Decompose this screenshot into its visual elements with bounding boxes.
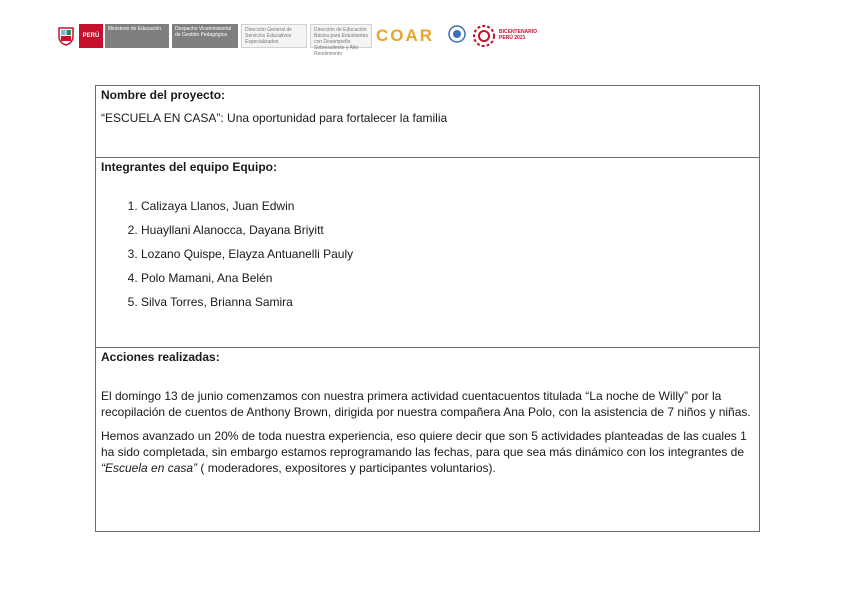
list-item: 3. Lozano Quispe, Elayza Antuanelli Pauly bbox=[141, 246, 754, 262]
team-label: Integrantes del equipo Equipo: bbox=[101, 160, 278, 174]
list-item: 5. Silva Torres, Brianna Samira bbox=[141, 294, 754, 310]
list-item: 2. Huayllani Alanocca, Dayana Briyitt bbox=[141, 222, 754, 238]
actions-cell bbox=[96, 348, 760, 532]
coar-logo: COAR bbox=[376, 26, 435, 45]
actions-row bbox=[96, 348, 760, 532]
direccion-general-label: Dirección General de Servicios Educativos Especializados bbox=[245, 27, 292, 45]
ministerio-logo bbox=[105, 24, 169, 48]
actions-paragraph-2-tail: ( moderadores, expositores y participantes voluntarios). bbox=[197, 461, 496, 475]
project-table bbox=[95, 85, 760, 532]
direccion-general-logo bbox=[241, 24, 307, 48]
project-name-label: Nombre del proyecto: bbox=[101, 88, 226, 102]
team-row bbox=[96, 158, 760, 348]
bicentenario-logo-icon bbox=[472, 24, 496, 48]
peru-coat-of-arms-icon bbox=[56, 26, 76, 46]
direccion-educacion-label: Dirección de Educación Básica para Estudiantes con Desempeño Sobresaliente y Alto Rendimiento bbox=[314, 27, 368, 57]
bicentenario-label: BICENTENARIO PERÚ 2021 bbox=[499, 29, 538, 41]
actions-label: Acciones realizadas: bbox=[101, 350, 220, 364]
despacho-logo bbox=[172, 24, 238, 48]
actions-paragraph-2-lead: Hemos avanzado un 20% de toda nuestra experiencia, eso quiere decir que son 5 actividades planteadas de las cuales 1 ha sido completada, sin embargo estamos reprogramando las fechas, para que sea más dinámico con los integrantes de bbox=[101, 429, 747, 459]
direccion-educacion-logo bbox=[310, 24, 372, 57]
actions-paragraph-2 bbox=[101, 428, 754, 476]
team-list bbox=[101, 198, 754, 310]
bicentenario-emblem-icon bbox=[448, 25, 466, 43]
team-cell bbox=[96, 158, 760, 348]
actions-paragraph-2-italic: “Escuela en casa” bbox=[101, 461, 198, 475]
list-item: 1. Calizaya Llanos, Juan Edwin bbox=[141, 198, 754, 214]
project-name-cell bbox=[96, 86, 760, 158]
project-name-value: “ESCUELA EN CASA”: Una oportunidad para fortalecer la familia bbox=[101, 111, 448, 125]
peru-logo bbox=[79, 24, 103, 48]
list-item: 4. Polo Mamani, Ana Belén bbox=[141, 270, 754, 286]
project-name-row bbox=[96, 86, 760, 158]
ministerio-label: Ministerio de Educación bbox=[108, 26, 162, 32]
despacho-label: Despacho Viceministerial de Gestión Pedagógica bbox=[175, 26, 232, 38]
peru-label: PERÚ bbox=[82, 33, 100, 39]
actions-paragraph-1: El domingo 13 de junio comenzamos con nuestra primera actividad cuentacuentos titulada “La noche de Willy” por la recopilación de cuentos de Anthony Brown, dirigida por nuestra compañera Ana Polo, con la asistencia de 7 niños y niñas. bbox=[101, 389, 751, 419]
